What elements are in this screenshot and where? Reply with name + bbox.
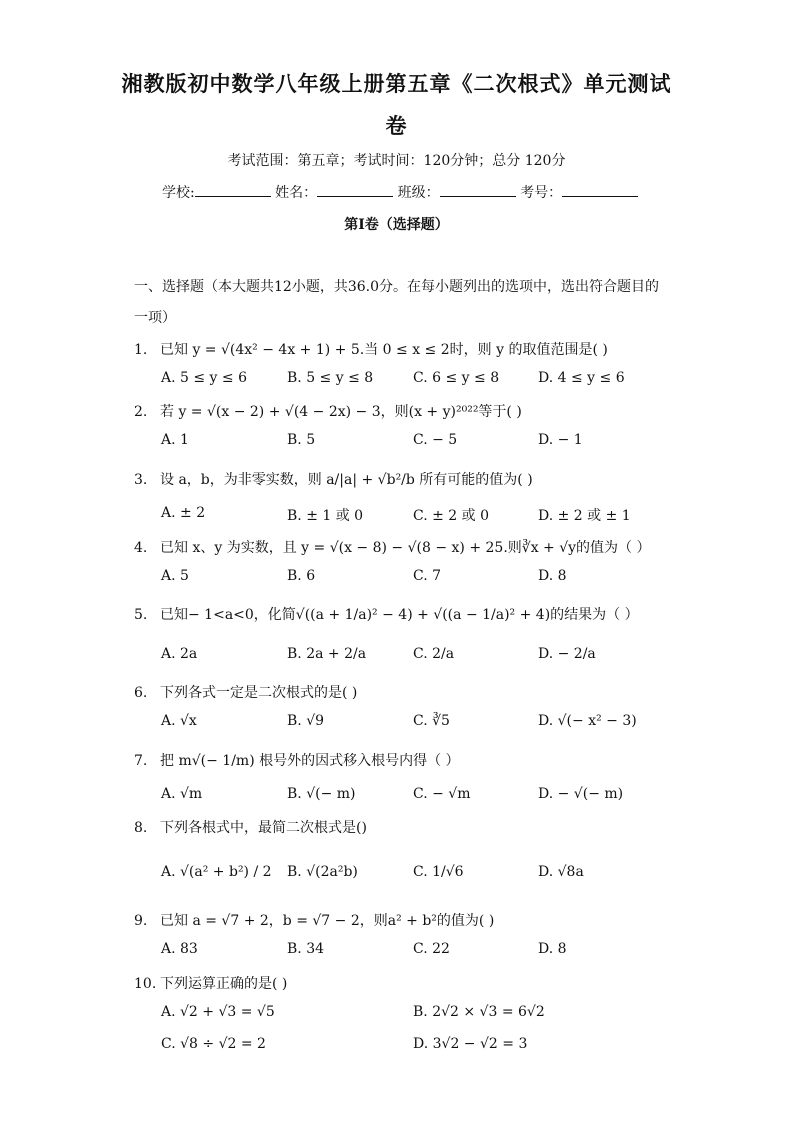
option-c[interactable]: C. 6 ≤ y ≤ 8 bbox=[413, 370, 500, 386]
question-number: 3. bbox=[134, 472, 148, 488]
question-number: 10. bbox=[134, 976, 157, 992]
question-number: 4. bbox=[134, 540, 148, 556]
question bbox=[134, 817, 367, 837]
option-b[interactable]: B. 2√2 × √3 = 6√2 bbox=[413, 1004, 545, 1020]
question bbox=[134, 401, 522, 421]
document-title-line1: 湘教版初中数学八年级上册第五章《二次根式》单元测试 bbox=[121, 72, 672, 96]
option-d[interactable]: D. 8 bbox=[538, 941, 567, 957]
question bbox=[134, 339, 608, 359]
option-b[interactable]: B. √(− m) bbox=[287, 786, 356, 802]
class-blank[interactable] bbox=[440, 183, 516, 197]
option-d[interactable]: D. √8a bbox=[538, 864, 584, 880]
option-b[interactable]: B. 2a + 2/a bbox=[287, 646, 367, 662]
option-a[interactable]: A. √x bbox=[161, 713, 197, 729]
question-text: 已知 y = √(4x² − 4x + 1) + 5.当 0 ≤ x ≤ 2时，则 y 的取值范围是( ) bbox=[160, 342, 608, 358]
option-d[interactable]: D. − 2/a bbox=[538, 646, 596, 662]
section-heading-line2: 一项） bbox=[134, 310, 176, 326]
option-c[interactable]: C. − √m bbox=[413, 786, 471, 802]
option-b[interactable]: B. 5 ≤ y ≤ 8 bbox=[287, 370, 374, 386]
question-number: 7. bbox=[134, 753, 148, 769]
option-c[interactable]: C. 1/√6 bbox=[413, 864, 464, 880]
question bbox=[134, 604, 639, 624]
question-text: 把 m√(− 1/m) 根号外的因式移入根号内得（ ） bbox=[160, 753, 460, 769]
option-c[interactable]: C. 7 bbox=[413, 568, 442, 584]
question-text: 已知− 1<a<0，化简√((a + 1/a)² − 4) + √((a − 1/a)² + 4)的结果为（ ） bbox=[160, 607, 639, 623]
class-label: 班级： bbox=[397, 185, 440, 201]
question bbox=[134, 750, 460, 770]
document-title-line2: 卷 bbox=[385, 114, 408, 138]
option-d[interactable]: D. 3√2 − √2 = 3 bbox=[413, 1036, 528, 1052]
question-text: 已知 a = √7 + 2，b = √7 − 2，则a² + b²的值为( ) bbox=[160, 913, 495, 929]
question-number: 8. bbox=[134, 820, 148, 836]
question-number: 9. bbox=[134, 913, 148, 929]
option-a[interactable]: A. √2 + √3 = √5 bbox=[161, 1004, 275, 1020]
option-c[interactable]: C. √8 ÷ √2 = 2 bbox=[161, 1036, 266, 1052]
option-a[interactable]: A. ± 2 bbox=[161, 505, 206, 521]
name-label: 姓名： bbox=[275, 185, 318, 201]
question-text: 设 a，b，为非零实数，则 a/|a| + √b²/b 所有可能的值为( ) bbox=[160, 472, 533, 488]
question-text: 下列运算正确的是( ) bbox=[160, 976, 288, 992]
option-b[interactable]: B. 34 bbox=[287, 941, 325, 957]
option-b[interactable]: B. √9 bbox=[287, 713, 325, 729]
option-d[interactable]: D. ± 2 或 ± 1 bbox=[538, 508, 631, 524]
option-d[interactable]: D. √(− x² − 3) bbox=[538, 713, 637, 729]
option-a[interactable]: A. 1 bbox=[161, 432, 189, 448]
student-fields bbox=[162, 182, 638, 202]
exam-info: 考试范围：第五章；考试时间：120分钟；总分 120分 bbox=[227, 153, 566, 169]
option-c[interactable]: C. ∛5 bbox=[413, 713, 450, 729]
question bbox=[134, 682, 357, 702]
volume-title: 第I卷（选择题） bbox=[344, 217, 449, 233]
option-d[interactable]: D. 4 ≤ y ≤ 6 bbox=[538, 370, 625, 386]
option-d[interactable]: D. − √(− m) bbox=[538, 786, 624, 802]
option-b[interactable]: B. ± 1 或 0 bbox=[287, 508, 364, 524]
question-text: 下列各式一定是二次根式的是( ) bbox=[160, 685, 358, 701]
option-d[interactable]: D. 8 bbox=[538, 568, 567, 584]
name-blank[interactable] bbox=[317, 183, 393, 197]
question-text: 下列各根式中，最简二次根式是() bbox=[160, 820, 367, 836]
question bbox=[134, 537, 651, 557]
number-blank[interactable] bbox=[562, 183, 638, 197]
option-b[interactable]: B. 6 bbox=[287, 568, 316, 584]
option-b[interactable]: B. √(2a²b) bbox=[287, 864, 358, 880]
option-a[interactable]: A. √m bbox=[161, 786, 203, 802]
option-d[interactable]: D. − 1 bbox=[538, 432, 583, 448]
question bbox=[134, 973, 287, 993]
option-c[interactable]: C. 2/a bbox=[413, 646, 455, 662]
option-c[interactable]: C. − 5 bbox=[413, 432, 458, 448]
option-c[interactable]: C. ± 2 或 0 bbox=[413, 508, 490, 524]
number-label: 考号： bbox=[520, 185, 563, 201]
school-label: 学校: bbox=[162, 185, 195, 201]
option-a[interactable]: A. √(a² + b²) / 2 bbox=[161, 864, 272, 880]
question-text: 已知 x、y 为实数，且 y = √(x − 8) − √(8 − x) + 25.则∛x + √y的值为（ ） bbox=[160, 540, 651, 556]
option-b[interactable]: B. 5 bbox=[287, 432, 316, 448]
section-heading-line1: 一、选择题（本大题共12小题，共36.0分。在每小题列出的选项中，选出符合题目的 bbox=[134, 279, 659, 295]
option-a[interactable]: A. 2a bbox=[161, 646, 198, 662]
question-number: 2. bbox=[134, 404, 148, 420]
option-a[interactable]: A. 83 bbox=[161, 941, 198, 957]
question bbox=[134, 469, 533, 489]
question-number: 1. bbox=[134, 342, 148, 358]
option-a[interactable]: A. 5 bbox=[161, 568, 189, 584]
school-blank[interactable] bbox=[195, 183, 271, 197]
question-text: 若 y = √(x − 2) + √(4 − 2x) − 3，则(x + y)²⁰²²等于( ) bbox=[160, 404, 522, 420]
option-a[interactable]: A. 5 ≤ y ≤ 6 bbox=[161, 370, 247, 386]
question-number: 6. bbox=[134, 685, 148, 701]
question bbox=[134, 910, 494, 930]
option-c[interactable]: C. 22 bbox=[413, 941, 450, 957]
question-number: 5. bbox=[134, 607, 148, 623]
